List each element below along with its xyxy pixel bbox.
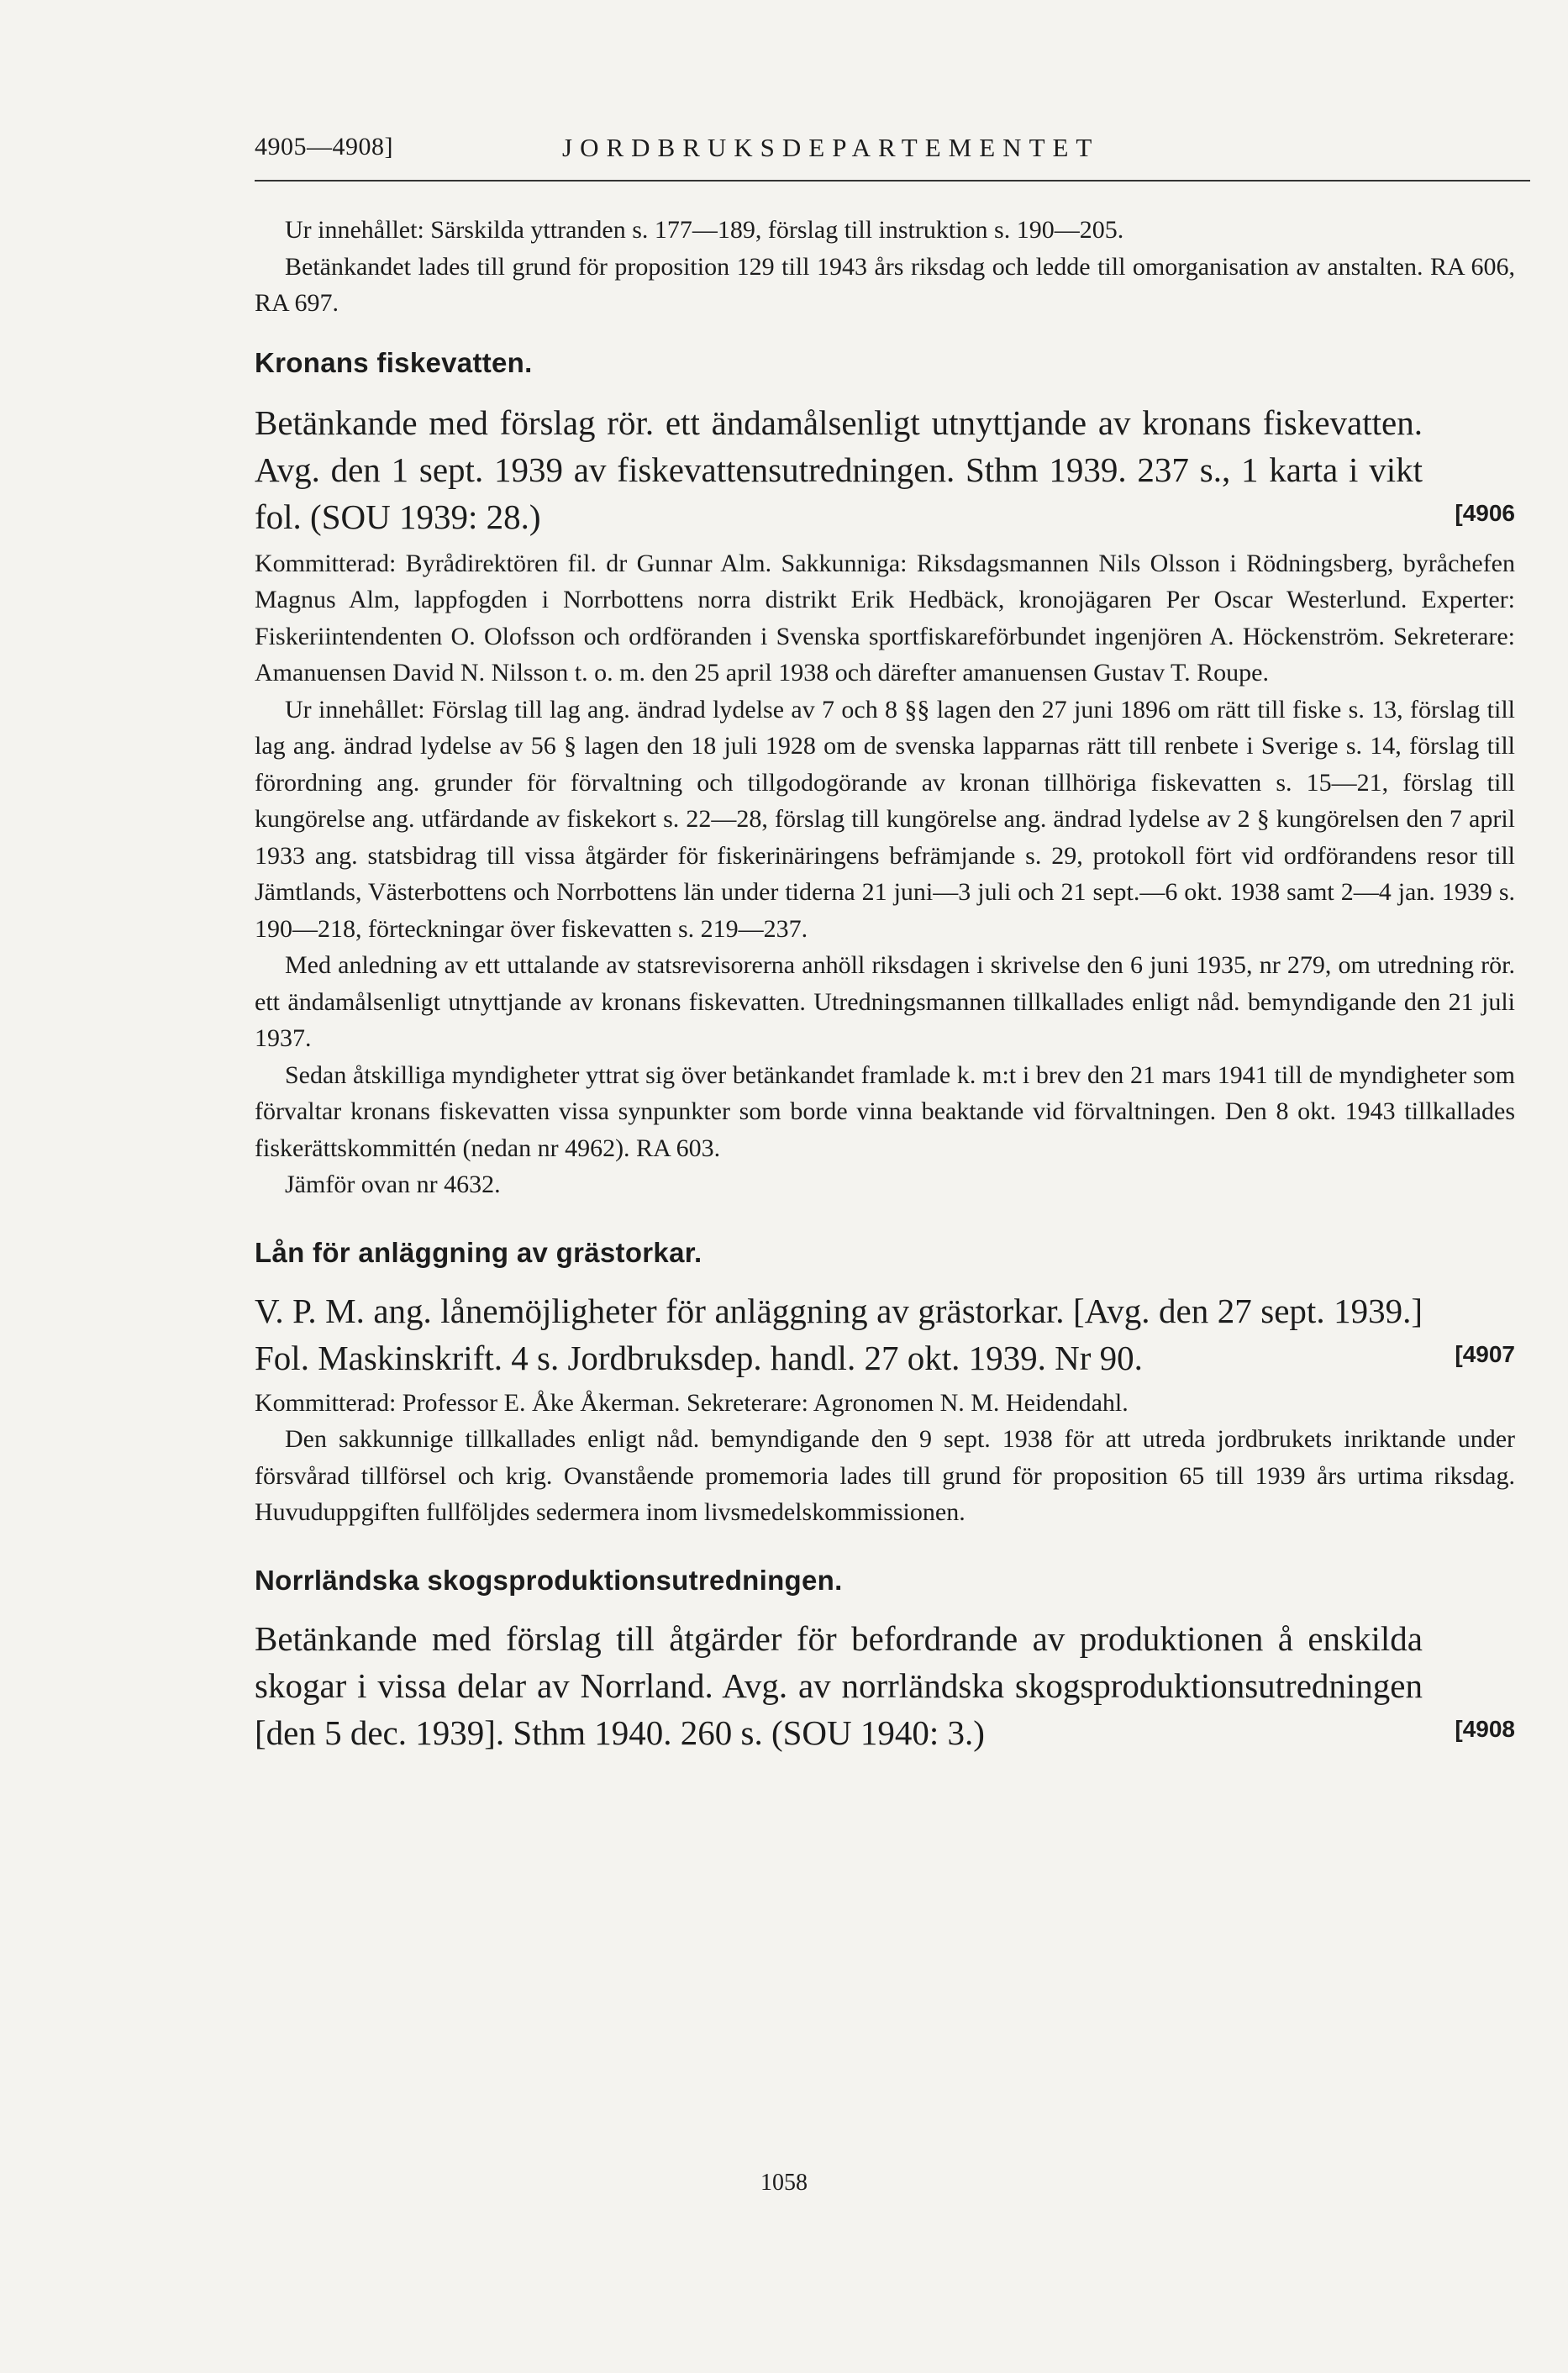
section-heading: Kronans fiskevatten. — [255, 346, 533, 378]
page-body — [255, 210, 1515, 1756]
entry-paragraph: Den sakkunnige tillkallades enligt nåd. bemyndigande den 9 sept. 1938 för att utreda jordbrukets inriktande under försvårad tillförsel och krig. Ovanstående promemoria lades till grund för proposition 65 till 1939 års urtima riksdag. Huvuduppgiften fullföljdes sedermera inom livsmedelskommissionen. — [255, 1425, 1515, 1526]
intro-basis: Betänkandet lades till grund för proposition 129 till 1943 års riksdag och ledde till omorganisation av anstalten. RA 606, RA 697. — [255, 252, 1515, 317]
entry-4907 — [255, 1287, 1515, 1381]
entry-paragraph: Sedan åtskilliga myndigheter yttrat sig över betänkandet framlade k. m:t i brev den 21 mars 1941 till de myndigheter som förvaltar kronans fiskevatten vissa synpunkter som borde vinna beaktande vid förvaltningen. Den 8 okt. 1943 tillkallades fiskerättskommittén (nedan nr 4962). RA 603. — [255, 1060, 1515, 1162]
header-rule — [255, 180, 1530, 182]
entry-committee: Kommitterad: Byrådirektören fil. dr Gunnar Alm. Sakkunniga: Riksdagsmannen Nils Olsson i Rödningsberg, byråchefen Magnus Alm, lappfogden i Norrbottens norra distrikt Erik Hedbäck, kronojägaren Per Oscar Westerlund. Experter: Fiskeriintendenten O. Olofsson och ordföranden i Svenska sportfiskareförbundet ingenjören A. Höckenström. Sekreterare: Amanuensen David N. Nilsson t. o. m. den 25 april 1938 och därefter amanuensen Gustav T. Roupe. — [255, 549, 1515, 687]
entry-number: [4906 — [1455, 499, 1515, 526]
running-head-title: JORDBRUKSDEPARTEMENTET — [562, 133, 1100, 162]
entry-paragraph: Jämför ovan nr 4632. — [285, 1171, 501, 1198]
entry-title: Betänkande med förslag till åtgärder för befordrande av produktionen å enskilda skogar i vissa delar av Norrland. Avg. av norrländska skogsproduktionsutredningen [den 5 dec. 1939]. Sthm 1940. 260 s. (SOU 1940: 3.) — [255, 1618, 1423, 1752]
intro-contents: Ur innehållet: Särskilda yttranden s. 177—189, förslag till instruktion s. 190—205. — [285, 216, 1124, 244]
entry-number: [4908 — [1455, 1715, 1515, 1742]
page-header — [255, 133, 1530, 170]
entry-paragraph: Med anledning av ett uttalande av statsrevisorerna anhöll riksdagen i skrivelse den 6 juni 1935, nr 279, om utredning rör. ett ändamålsenligt utnyttjande av kronans fiskevatten. Utredningsmannen tillkallades enligt nåd. bemyndigande den 21 juli 1937. — [255, 951, 1515, 1052]
entry-title: V. P. M. ang. lånemöjligheter för anläggning av grästorkar. [Avg. den 27 sept. 1939.] Fol. Maskinskrift. 4 s. Jordbruksdep. handl. 27 okt. 1939. Nr 90. — [255, 1291, 1423, 1377]
running-head-range: 4905—4908] — [255, 133, 393, 160]
section-heading: Norrländska skogsproduktionsutredningen. — [255, 1564, 843, 1596]
page-number: 1058 — [760, 2170, 808, 2196]
entry-4906 — [255, 399, 1515, 540]
entry-4908 — [255, 1615, 1515, 1756]
entry-title: Betänkande med förslag rör. ett ändamålsenligt utnyttjande av kronans fiskevatten. Avg. den 1 sept. 1939 av fiskevattensutredningen. Sthm 1939. 237 s., 1 karta i vikt fol. (SOU 1939: 28.) — [255, 403, 1423, 536]
section-heading: Lån för anläggning av grästorkar. — [255, 1236, 702, 1268]
entry-number: [4907 — [1455, 1340, 1515, 1367]
entry-committee: Kommitterad: Professor E. Åke Åkerman. Sekreterare: Agronomen N. M. Heidendahl. — [255, 1388, 1129, 1417]
entry-paragraph: Ur innehållet: Förslag till lag ang. ändrad lydelse av 7 och 8 §§ lagen den 27 juni 1896 om rätt till fiske s. 13, förslag till lag ang. ändrad lydelse av 56 § lagen den 18 juli 1928 om de svenska lapparnas rätt till renbete i Sverige s. 14, förslag till förordning ang. grunder för förvaltning och tillgodogörande av kronan tillhöriga fiskevatten s. 15—21, förslag till kungörelse ang. utfärdande av fiskekort s. 22—28, förslag till kungörelse ang. ändrad lydelse av 2 § kungörelsen den 7 april 1933 ang. statsbidrag till vissa åtgärder för fiskerinäringens befrämjande s. 29, protokoll fört vid ordförandens resor till Jämtlands, Västerbottens och Norrbottens län under tiderna 21 juni—3 juli och 21 sept.—6 okt. 1938 samt 2—4 jan. 1939 s. 190—218, förteckningar över fiskevatten s. 219—237. — [255, 695, 1515, 943]
